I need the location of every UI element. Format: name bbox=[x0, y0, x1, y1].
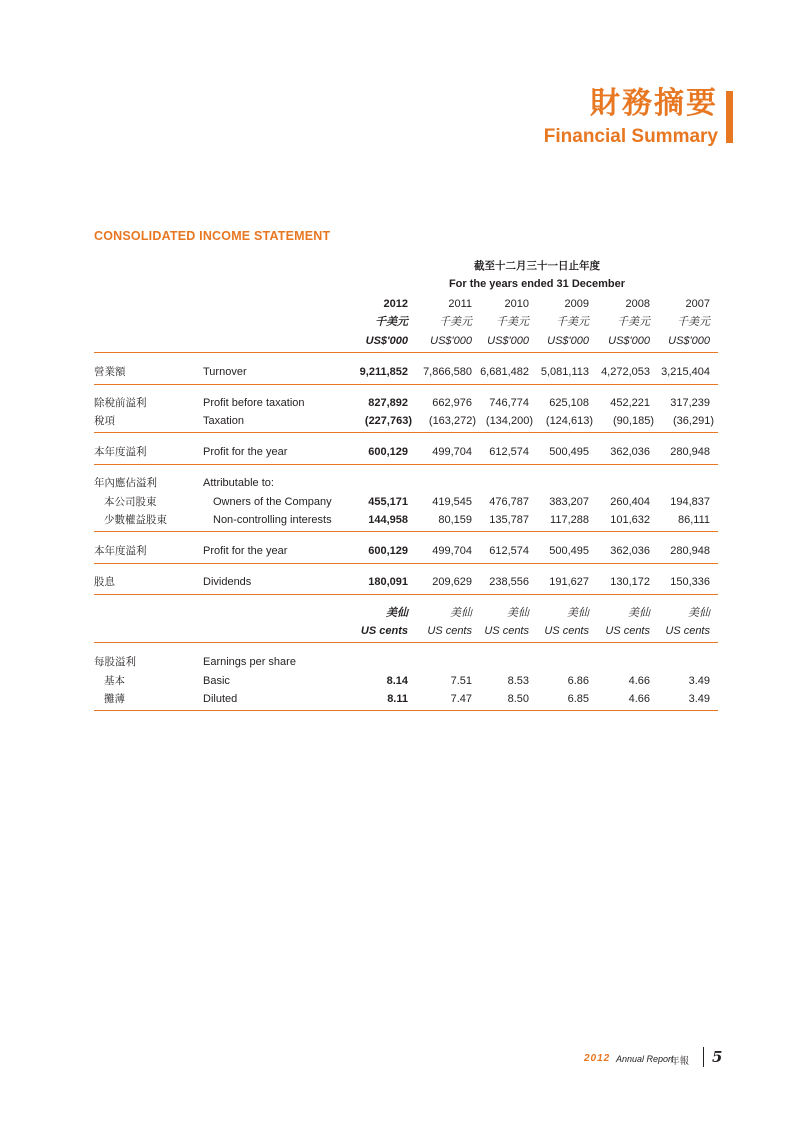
row-label: Owners of the Company bbox=[213, 496, 332, 508]
unit-header: US cents bbox=[665, 625, 710, 637]
cell-value: 600,129 bbox=[368, 446, 408, 458]
cell-value: 209,629 bbox=[432, 576, 472, 588]
cell-value: 317,239 bbox=[670, 397, 710, 409]
unit-header: US$'000 bbox=[430, 335, 472, 347]
row-label: Attributable to: bbox=[203, 477, 274, 489]
cents-header-row bbox=[94, 622, 718, 640]
table-row-attributable-heading bbox=[94, 474, 718, 492]
unit-header: US cents bbox=[360, 625, 408, 637]
cell-value: 8.14 bbox=[386, 675, 408, 687]
row-label: Diluted bbox=[203, 693, 238, 705]
unit-header: 千美元 bbox=[617, 316, 650, 328]
row-label: Dividends bbox=[203, 576, 252, 588]
table-row-eps-heading bbox=[94, 653, 718, 671]
cell-value: 383,207 bbox=[549, 496, 589, 508]
unit-header: 美仙 bbox=[507, 607, 529, 619]
unit-header: 美仙 bbox=[628, 607, 650, 619]
year-header-row bbox=[94, 295, 718, 313]
cell-value: 6.86 bbox=[567, 675, 589, 687]
row-label: Earnings per share bbox=[203, 656, 296, 668]
row-label-chinese: 攤薄 bbox=[104, 693, 125, 705]
year-header: 2007 bbox=[685, 298, 710, 310]
cell-value: (36,291) bbox=[673, 415, 714, 427]
unit-header: US$'000 bbox=[365, 335, 408, 347]
cell-value: (134,200) bbox=[485, 415, 533, 427]
unit-header: US cents bbox=[484, 625, 529, 637]
cell-value: 455,171 bbox=[368, 496, 408, 508]
divider bbox=[94, 563, 718, 564]
divider bbox=[94, 384, 718, 385]
section-title: CONSOLIDATED INCOME STATEMENT bbox=[94, 229, 331, 243]
cell-value: 9,211,852 bbox=[359, 366, 408, 378]
cell-value: 6,681,482 bbox=[480, 366, 529, 378]
divider bbox=[94, 710, 718, 711]
cell-value: 3.49 bbox=[688, 693, 710, 705]
unit-header: US$'000 bbox=[487, 335, 529, 347]
row-label-chinese: 年內應佔溢利 bbox=[94, 477, 157, 489]
unit-header: US$'000 bbox=[608, 335, 650, 347]
row-label: Non-controlling interests bbox=[213, 514, 332, 526]
unit-header: 千美元 bbox=[556, 316, 589, 328]
cell-value: 499,704 bbox=[432, 446, 472, 458]
year-header: 2012 bbox=[383, 298, 408, 310]
cell-value: 194,837 bbox=[670, 496, 710, 508]
cell-value: (90,185) bbox=[613, 415, 654, 427]
cell-value: 101,632 bbox=[610, 514, 650, 526]
row-label-chinese: 每股溢利 bbox=[94, 656, 136, 668]
unit-header: US cents bbox=[544, 625, 589, 637]
year-header: 2011 bbox=[448, 298, 472, 310]
row-label-chinese: 稅項 bbox=[94, 415, 115, 427]
unit-header: US cents bbox=[427, 625, 472, 637]
row-label-chinese: 少數權益股東 bbox=[104, 514, 167, 526]
divider bbox=[94, 464, 718, 465]
year-header: 2008 bbox=[625, 298, 650, 310]
cell-value: 8.50 bbox=[507, 693, 529, 705]
cell-value: 600,129 bbox=[368, 545, 408, 557]
cell-value: 500,495 bbox=[549, 446, 589, 458]
table-row-profit-for-year bbox=[94, 542, 718, 560]
cell-value: 86,111 bbox=[677, 514, 710, 526]
cell-value: 500,495 bbox=[549, 545, 589, 557]
unit-header: 美仙 bbox=[688, 607, 710, 619]
divider bbox=[94, 352, 718, 353]
footer-label: Annual Report bbox=[616, 1054, 674, 1064]
title-accent-bar bbox=[726, 91, 733, 143]
page-title-chinese: 財務摘要 bbox=[590, 86, 718, 121]
footer-year: 2012 bbox=[584, 1053, 611, 1064]
cell-value: 662,976 bbox=[432, 397, 472, 409]
cell-value: 135,787 bbox=[489, 514, 529, 526]
cell-value: 260,404 bbox=[610, 496, 650, 508]
table-row-diluted bbox=[94, 690, 718, 708]
cell-value: 3,215,404 bbox=[661, 366, 710, 378]
cell-value: 362,036 bbox=[610, 545, 650, 557]
cell-value: 280,948 bbox=[670, 545, 710, 557]
cell-value: 80,159 bbox=[438, 514, 472, 526]
divider bbox=[94, 642, 718, 643]
cell-value: 746,774 bbox=[489, 397, 529, 409]
row-label: Profit for the year bbox=[203, 545, 288, 557]
table-row-profit-before-taxation bbox=[94, 394, 718, 412]
cell-value: 117,288 bbox=[550, 514, 589, 526]
unit-header: 美仙 bbox=[450, 607, 472, 619]
cell-value: 6.85 bbox=[567, 693, 589, 705]
cell-value: (227,763) bbox=[364, 415, 412, 427]
cell-value: 625,108 bbox=[549, 397, 589, 409]
cell-value: 130,172 bbox=[610, 576, 650, 588]
unit-header: 美仙 bbox=[567, 607, 589, 619]
unit-header: US$'000 bbox=[668, 335, 710, 347]
cell-value: 7.47 bbox=[450, 693, 472, 705]
cell-value: 3.49 bbox=[688, 675, 710, 687]
year-header: 2010 bbox=[504, 298, 529, 310]
unit-header: 千美元 bbox=[439, 316, 472, 328]
cell-value: 8.53 bbox=[507, 675, 529, 687]
cell-value: 612,574 bbox=[489, 545, 529, 557]
cell-value: 180,091 bbox=[368, 576, 408, 588]
cell-value: 4.66 bbox=[628, 675, 650, 687]
row-label: Turnover bbox=[203, 366, 247, 378]
row-label: Profit for the year bbox=[203, 446, 288, 458]
page-number: 5 bbox=[712, 1048, 723, 1066]
cell-value: 150,336 bbox=[670, 576, 710, 588]
cell-value: 452,221 bbox=[610, 397, 650, 409]
table-row-turnover bbox=[94, 363, 718, 381]
row-label: Taxation bbox=[203, 415, 244, 427]
row-label-chinese: 基本 bbox=[104, 675, 125, 687]
cell-value: 612,574 bbox=[489, 446, 529, 458]
cell-value: 191,627 bbox=[549, 576, 589, 588]
divider bbox=[94, 432, 718, 433]
cell-value: 827,892 bbox=[368, 397, 408, 409]
year-header: 2009 bbox=[564, 298, 589, 310]
unit-header-row-chinese bbox=[94, 313, 718, 331]
cell-value: 4,272,053 bbox=[601, 366, 650, 378]
cell-value: 280,948 bbox=[670, 446, 710, 458]
unit-header: US cents bbox=[605, 625, 650, 637]
footer-label-chinese: 年報 bbox=[670, 1056, 690, 1067]
cell-value: 238,556 bbox=[489, 576, 529, 588]
unit-header: 美仙 bbox=[386, 607, 408, 619]
divider bbox=[94, 531, 718, 532]
unit-header: 千美元 bbox=[496, 316, 529, 328]
cents-header-row-chinese bbox=[94, 604, 718, 622]
cell-value: 419,545 bbox=[432, 496, 472, 508]
cell-value: 5,081,113 bbox=[540, 366, 589, 378]
page-title: Financial Summary bbox=[543, 126, 718, 147]
cell-value: 4.66 bbox=[628, 693, 650, 705]
cell-value: 144,958 bbox=[368, 514, 408, 526]
table-row-profit-for-year bbox=[94, 443, 718, 461]
row-label: Basic bbox=[203, 675, 230, 687]
footer-divider bbox=[703, 1047, 704, 1067]
period-label-chinese: 截至十二月三十一日止年度 bbox=[474, 260, 600, 272]
unit-header-row bbox=[94, 332, 718, 350]
table-row-taxation bbox=[94, 412, 718, 430]
divider bbox=[94, 594, 718, 595]
row-label-chinese: 本公司股東 bbox=[104, 496, 157, 508]
row-label-chinese: 本年度溢利 bbox=[94, 545, 147, 557]
table-row-basic bbox=[94, 672, 718, 690]
row-label-chinese: 本年度溢利 bbox=[94, 446, 147, 458]
cell-value: 362,036 bbox=[610, 446, 650, 458]
table-row-non-controlling bbox=[94, 511, 718, 529]
cell-value: (163,272) bbox=[428, 415, 476, 427]
row-label-chinese: 營業額 bbox=[94, 366, 126, 378]
unit-header: 千美元 bbox=[677, 316, 710, 328]
cell-value: 499,704 bbox=[432, 545, 472, 557]
period-label: For the years ended 31 December bbox=[448, 278, 626, 290]
row-label-chinese: 股息 bbox=[94, 576, 115, 588]
table-row-owners bbox=[94, 493, 718, 511]
unit-header: US$'000 bbox=[547, 335, 589, 347]
cell-value: (124,613) bbox=[545, 415, 593, 427]
unit-header: 千美元 bbox=[375, 316, 408, 328]
cell-value: 7.51 bbox=[450, 675, 472, 687]
cell-value: 7,866,580 bbox=[423, 366, 472, 378]
cell-value: 8.11 bbox=[387, 693, 408, 705]
cell-value: 476,787 bbox=[489, 496, 529, 508]
row-label: Profit before taxation bbox=[203, 397, 305, 409]
table-row-dividends bbox=[94, 573, 718, 591]
row-label-chinese: 除稅前溢利 bbox=[94, 397, 147, 409]
